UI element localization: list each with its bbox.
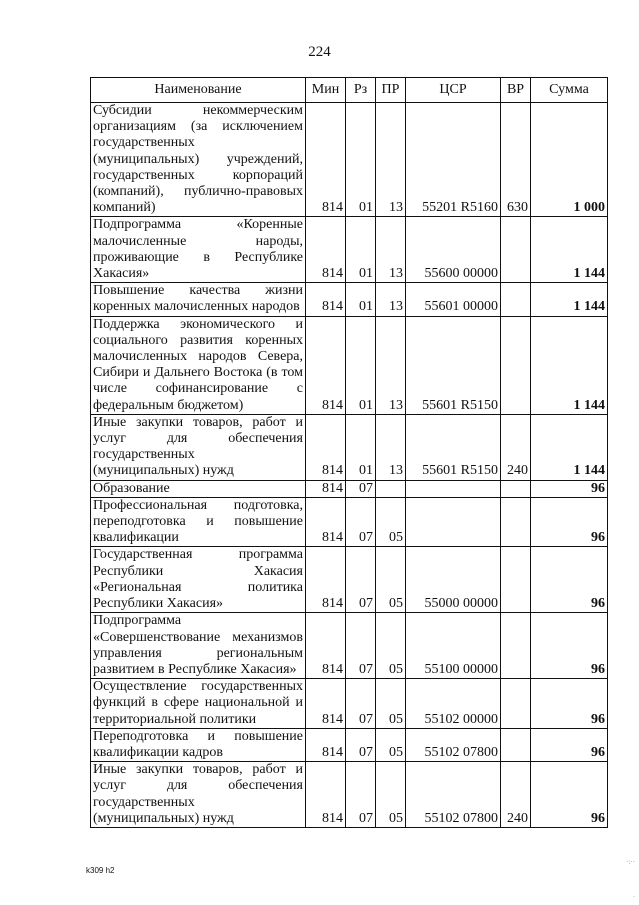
cell-pr: 05 bbox=[376, 679, 406, 729]
cell-vr: 240 bbox=[501, 414, 531, 480]
cell-csr: 55601 R5150 bbox=[406, 316, 501, 414]
cell-name: Осуществление государственных функций в сфере национальной и территориальной политики bbox=[91, 679, 306, 729]
cell-sum: 96 bbox=[531, 613, 608, 679]
cell-csr: 55102 07800 bbox=[406, 728, 501, 761]
cell-vr bbox=[501, 547, 531, 613]
scan-edge-mark: · bbox=[632, 893, 635, 901]
cell-rz: 07 bbox=[346, 613, 376, 679]
table-row bbox=[91, 728, 608, 761]
cell-rz: 07 bbox=[346, 728, 376, 761]
cell-pr: 05 bbox=[376, 762, 406, 828]
cell-csr: 55601 00000 bbox=[406, 283, 501, 316]
table-row bbox=[91, 283, 608, 316]
cell-csr: 55102 07800 bbox=[406, 762, 501, 828]
cell-csr: 55601 R5150 bbox=[406, 414, 501, 480]
cell-rz: 01 bbox=[346, 103, 376, 217]
cell-name: Профессиональная подготовка, переподготовка и повышение квалификации bbox=[91, 497, 306, 547]
header-rz: Рз bbox=[346, 78, 376, 103]
header-pr: ПР bbox=[376, 78, 406, 103]
cell-name: Субсидии некоммерческим организациям (за исключением государственных (муниципальных) учреждений, государственных корпораций (компаний), публично-правовых компаний) bbox=[91, 103, 306, 217]
table-row bbox=[91, 103, 608, 217]
cell-csr: 55000 00000 bbox=[406, 547, 501, 613]
cell-sum: 1 144 bbox=[531, 316, 608, 414]
table-row bbox=[91, 316, 608, 414]
cell-min: 814 bbox=[306, 283, 346, 316]
table-row bbox=[91, 613, 608, 679]
cell-vr bbox=[501, 480, 531, 497]
cell-min: 814 bbox=[306, 103, 346, 217]
cell-csr: 55100 00000 bbox=[406, 613, 501, 679]
cell-sum: 1 144 bbox=[531, 414, 608, 480]
cell-sum: 96 bbox=[531, 547, 608, 613]
cell-sum: 1 144 bbox=[531, 283, 608, 316]
cell-sum: 96 bbox=[531, 728, 608, 761]
table-row bbox=[91, 217, 608, 283]
cell-pr: 13 bbox=[376, 316, 406, 414]
table-row bbox=[91, 762, 608, 828]
scan-edge-mark: ·:·· bbox=[625, 858, 635, 866]
cell-rz: 01 bbox=[346, 217, 376, 283]
cell-csr: 55600 00000 bbox=[406, 217, 501, 283]
cell-min: 814 bbox=[306, 217, 346, 283]
cell-pr: 13 bbox=[376, 283, 406, 316]
cell-name: Переподготовка и повышение квалификации кадров bbox=[91, 728, 306, 761]
cell-sum: 1 144 bbox=[531, 217, 608, 283]
cell-min: 814 bbox=[306, 613, 346, 679]
cell-min: 814 bbox=[306, 497, 346, 547]
cell-name: Подпрограмма «Совершенствование механизмов управления региональным развитием в Республике Хакасия» bbox=[91, 613, 306, 679]
cell-vr bbox=[501, 217, 531, 283]
cell-vr bbox=[501, 613, 531, 679]
cell-min: 814 bbox=[306, 480, 346, 497]
cell-name: Поддержка экономического и социального развития коренных малочисленных народов Севера, Сибири и Дальнего Востока (в том числе софинансирование с федеральным бюджетом) bbox=[91, 316, 306, 414]
footer-code: k309 h2 bbox=[86, 866, 115, 875]
cell-pr bbox=[376, 480, 406, 497]
cell-sum: 96 bbox=[531, 679, 608, 729]
cell-rz: 07 bbox=[346, 762, 376, 828]
cell-vr bbox=[501, 728, 531, 761]
cell-vr bbox=[501, 497, 531, 547]
table-header-row bbox=[91, 78, 608, 103]
cell-csr bbox=[406, 480, 501, 497]
cell-rz: 07 bbox=[346, 497, 376, 547]
cell-csr: 55102 00000 bbox=[406, 679, 501, 729]
cell-csr bbox=[406, 497, 501, 547]
table-row bbox=[91, 414, 608, 480]
cell-vr bbox=[501, 283, 531, 316]
header-min: Мин bbox=[306, 78, 346, 103]
cell-sum: 1 000 bbox=[531, 103, 608, 217]
cell-name: Образование bbox=[91, 480, 306, 497]
table-row bbox=[91, 679, 608, 729]
budget-table bbox=[90, 77, 608, 828]
cell-rz: 01 bbox=[346, 414, 376, 480]
header-sum: Сумма bbox=[531, 78, 608, 103]
table-row bbox=[91, 497, 608, 547]
cell-vr bbox=[501, 679, 531, 729]
cell-sum: 96 bbox=[531, 497, 608, 547]
cell-vr: 240 bbox=[501, 762, 531, 828]
cell-min: 814 bbox=[306, 547, 346, 613]
header-name: Наименование bbox=[91, 78, 306, 103]
cell-csr: 55201 R5160 bbox=[406, 103, 501, 217]
page-number: 224 bbox=[308, 44, 331, 60]
table-row bbox=[91, 547, 608, 613]
cell-min: 814 bbox=[306, 414, 346, 480]
cell-rz: 07 bbox=[346, 547, 376, 613]
cell-name: Государственная программа Республики Хакасия «Региональная политика Республики Хакасия» bbox=[91, 547, 306, 613]
cell-vr bbox=[501, 316, 531, 414]
cell-pr: 13 bbox=[376, 217, 406, 283]
cell-rz: 01 bbox=[346, 283, 376, 316]
cell-name: Подпрограмма «Коренные малочисленные народы, проживающие в Республике Хакасия» bbox=[91, 217, 306, 283]
cell-vr: 630 bbox=[501, 103, 531, 217]
cell-sum: 96 bbox=[531, 480, 608, 497]
cell-rz: 07 bbox=[346, 679, 376, 729]
cell-name: Повышение качества жизни коренных малочисленных народов bbox=[91, 283, 306, 316]
header-csr: ЦСР bbox=[406, 78, 501, 103]
cell-rz: 07 bbox=[346, 480, 376, 497]
cell-name: Иные закупки товаров, работ и услуг для обеспечения государственных (муниципальных) нужд bbox=[91, 414, 306, 480]
cell-pr: 05 bbox=[376, 547, 406, 613]
cell-pr: 13 bbox=[376, 103, 406, 217]
cell-pr: 13 bbox=[376, 414, 406, 480]
cell-pr: 05 bbox=[376, 728, 406, 761]
cell-name: Иные закупки товаров, работ и услуг для обеспечения государственных (муниципальных) нужд bbox=[91, 762, 306, 828]
cell-rz: 01 bbox=[346, 316, 376, 414]
cell-min: 814 bbox=[306, 762, 346, 828]
cell-pr: 05 bbox=[376, 497, 406, 547]
cell-pr: 05 bbox=[376, 613, 406, 679]
header-vr: ВР bbox=[501, 78, 531, 103]
cell-min: 814 bbox=[306, 316, 346, 414]
table-row bbox=[91, 480, 608, 497]
cell-min: 814 bbox=[306, 728, 346, 761]
cell-min: 814 bbox=[306, 679, 346, 729]
cell-sum: 96 bbox=[531, 762, 608, 828]
